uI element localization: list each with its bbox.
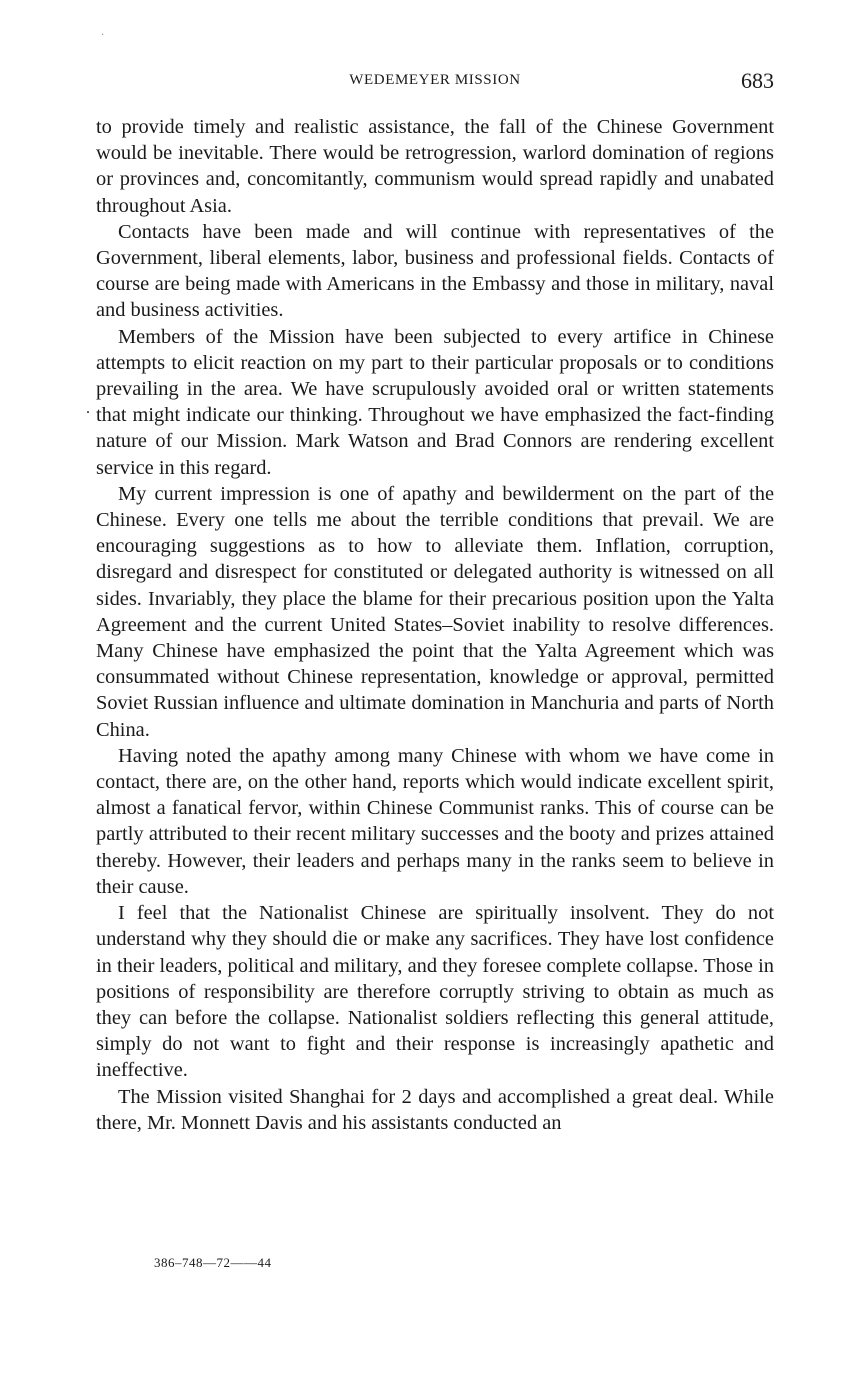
running-head: WEDEMEYER MISSION [349,72,521,88]
paragraph: to provide timely and realistic assistance, the fall of the Chinese Government would be inevitable. There would be retrogression, warlord domination of regions or provinces and, concomitantly, communism would spread rapidly and unabated throughout Asia. [96,116,774,217]
stray-mark: · [101,30,105,41]
paragraph: Members of the Mission have been subjected to every artifice in Chinese attempts to elicit reaction on my part to their particular proposals or to conditions prevailing in the area. We have scrupulously avoided oral or written statements that might indicate our thinking. Throughout we have emphasized the fact-finding nature of our Mission. Mark Watson and Brad Connors are rendering excellent service in this regard. [96,325,774,479]
margin-dot: . [86,400,90,417]
paragraph: I feel that the Nationalist Chinese are spiritually insolvent. They do not understand why they should die or make any sacrifices. They have lost confidence in their leaders, political and military, and they foresee complete collapse. Those in positions of responsibility are therefore corruptly striving to obtain as much as they can before the collapse. Nationalist soldiers reflecting this general attitude, simply do not want to fight and their response is increasingly apathetic and ineffective. [96,902,774,1082]
printer-code: 386–748—72——44 [154,1255,272,1270]
paragraph: My current impression is one of apathy and bewilderment on the part of the Chinese. Every one tells me about the terrible conditions that prevail. We are encouraging suggestions as to how to alleviate them. Inflation, corruption, disregard and disrespect for constituted or delegated authority is witnessed on all sides. Invariably, they place the blame for their precarious position upon the Yalta Agreement and the current United States–Soviet inability to resolve differences. Many Chinese have emphasized the point that the Yalta Agreement which was consummated without Chinese representation, knowledge or approval, permitted Soviet Russian influence and ultimate domination in Manchuria and parts of North China. [96,482,774,741]
page-header [96,68,774,96]
paragraph: Contacts have been made and will continue with representatives of the Government, liberal elements, labor, business and professional fields. Contacts of course are being made with Americans in the Embassy and those in military, naval and business activities. [96,220,774,322]
body-text [96,114,774,1136]
paragraph: Having noted the apathy among many Chinese with whom we have come in contact, there are, on the other hand, reports which would indicate excellent spirit, almost a fanatical fervor, within Chinese Communist ranks. This of course can be partly attributed to their recent military successes and the booty and prizes attained thereby. However, their leaders and perhaps many in the ranks seem to believe in their cause. [96,744,774,898]
paragraph: The Mission visited Shanghai for 2 days and accomplished a great deal. While there, Mr. Monnett Davis and his assistants conducted an [96,1085,774,1134]
page-number: 683 [741,68,774,93]
